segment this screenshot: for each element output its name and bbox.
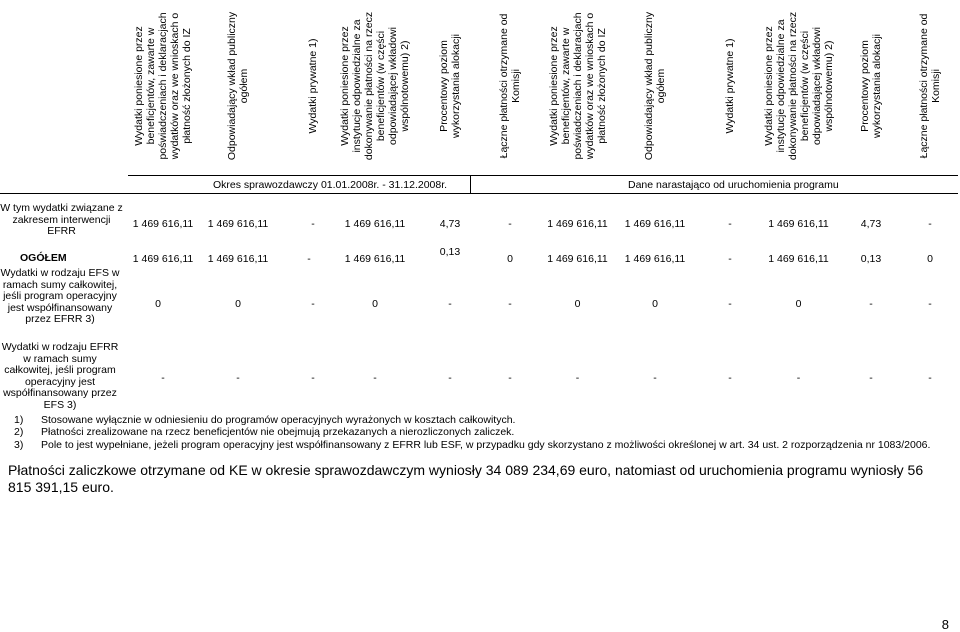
table-cell: - <box>373 372 377 384</box>
table-cell: - <box>796 372 801 384</box>
footnote-number: 3) <box>14 439 24 451</box>
col-header-1: Wydatki poniesione przez beneficjentów, zawarte w poświadczeniach i deklaracjach wydatków oraz we wnioskach o płatność złożonych do IZ <box>133 11 193 160</box>
table-cell: 1 469 616,11 <box>768 253 829 265</box>
table-cell: - <box>928 298 932 310</box>
table-cell: - <box>653 372 657 384</box>
table-cell: 0,13 <box>439 246 461 258</box>
table-cell: - <box>307 253 311 265</box>
table-cell: 0 <box>235 298 241 310</box>
table-cell: - <box>311 372 315 384</box>
table-cell: - <box>575 372 580 384</box>
table-cell: 0 <box>372 298 378 310</box>
col-header-9: Wydatki prywatne 1) <box>724 37 736 134</box>
footnote-number: 2) <box>14 426 24 438</box>
table-cell: 1 469 616,11 <box>207 218 269 230</box>
table-cell: 1 469 616,11 <box>624 218 686 230</box>
table-cell: 1 469 616,11 <box>547 253 608 265</box>
rule-table-top <box>0 193 958 194</box>
table-cell: - <box>928 218 932 230</box>
col-header-12: Łączne płatności otrzymane od Komisji <box>918 13 942 158</box>
table-cell: 0 <box>795 298 802 310</box>
page-number: 8 <box>941 617 949 632</box>
col-header-2: Odpowiadający wkład publiczny ogółem <box>226 11 250 160</box>
row-label-efrr-type: Wydatki w rodzaju EFRR w ramach sumy całkowitej, jeśli program operacyjny jest współfinansowany przez EFS 3) <box>1 341 119 411</box>
table-cell: 4,73 <box>860 218 882 230</box>
table-cell: - <box>869 372 873 384</box>
table-cell: - <box>161 372 165 384</box>
rule-top <box>128 175 958 176</box>
row-label-total: OGÓŁEM <box>20 252 67 264</box>
col-header-10: Wydatki poniesione przez instytucje odpowiedzialne za dokonywanie płatności na rzecz beneficjentów (w części odpowiadającej wkładowi wspólnotowemu) 2) <box>762 11 835 160</box>
footnote-1 <box>14 414 515 426</box>
footnote-text: Stosowane wyłącznie w odniesieniu do programów operacyjnych wyrażonych w kosztach całkowitych. <box>41 414 516 426</box>
footnote-text: Płatności zrealizowane na rzecz beneficjentów nie obejmują przekazanych a nierozliczonych zaliczek. <box>41 426 515 438</box>
col-header-11: Procentowy poziom wykorzystania alokacji <box>859 33 883 138</box>
row-label-efs-type: Wydatki w rodzaju EFS w ramach sumy całkowitej, jeśli program operacyjny jest współfinansowany przez EFRR 3) <box>0 267 120 325</box>
footnote-3 <box>14 439 930 451</box>
table-cell: - <box>448 298 452 310</box>
col-header-7: Wydatki poniesione przez beneficjentów, zawarte w poświadczeniach i deklaracjach wydatków oraz we wnioskach o płatność złożonych do IZ <box>547 11 608 160</box>
table-cell: 1 469 616,11 <box>624 253 686 265</box>
table-cell: - <box>508 372 512 384</box>
table-cell: - <box>728 218 732 230</box>
table-cell: 0 <box>507 253 513 265</box>
table-cell: 1 469 616,11 <box>768 218 829 230</box>
table-cell: 4,73 <box>439 218 461 230</box>
col-header-8: Odpowiadający wkład publiczny ogółem <box>643 11 667 160</box>
table-cell: - <box>869 298 873 310</box>
table-cell: - <box>508 298 512 310</box>
table-cell: 1 469 616,11 <box>132 218 194 230</box>
table-cell: 1 469 616,11 <box>344 253 406 265</box>
table-cell: - <box>311 218 315 230</box>
footnote-number: 1) <box>14 414 24 426</box>
col-header-3: Wydatki prywatne 1) <box>307 37 319 134</box>
table-cell: - <box>728 253 732 265</box>
table-cell: - <box>728 298 732 310</box>
table-cell: - <box>728 372 732 384</box>
col-header-5: Procentowy poziom wykorzystania alokacji <box>438 33 462 138</box>
period-reporting: Okres sprawozdawczy 01.01.2008r. - 31.12.2008r. <box>213 179 448 191</box>
table-cell: 0,13 <box>860 253 882 265</box>
footnote-2 <box>14 426 514 438</box>
table-cell: - <box>508 218 512 230</box>
table-cell: 0 <box>927 253 933 265</box>
table-cell: - <box>448 372 452 384</box>
table-cell: - <box>311 298 315 310</box>
footnote-text: Pole to jest wypełniane, jeżeli program operacyjny jest współfinansowany z EFRR lub ESF, w przypadku gdy skorzystano z możliwości określonej w art. 34 ust. 2 rozporządzenia nr 1083/2006. <box>41 439 931 451</box>
table-cell: 0 <box>155 298 161 310</box>
table-cell: 1 469 616,11 <box>344 218 406 230</box>
row-label-efrr-scope: W tym wydatki związane z zakresem interwencji EFRR <box>0 202 123 237</box>
col-header-6: Łączne płatności otrzymane od Komisji <box>498 13 522 158</box>
table-cell: 0 <box>574 298 581 310</box>
advance-payments-paragraph: Płatności zaliczkowe otrzymane od KE w okresie sprawozdawczym wyniosły 34 089 234,69 euro, natomiast od uruchomienia programu wyniosły 56 815 391,15 euro. <box>8 462 924 495</box>
period-cumulative: Dane narastająco od uruchomienia programu <box>628 179 839 191</box>
table-cell: 1 469 616,11 <box>132 253 194 265</box>
table-cell: - <box>236 372 240 384</box>
table-cell: 1 469 616,11 <box>547 218 608 230</box>
rule-period-divider <box>470 175 471 193</box>
table-cell: - <box>928 372 932 384</box>
table-cell: 1 469 616,11 <box>207 253 269 265</box>
col-header-4: Wydatki poniesione przez instytucje odpowiedzialne za dokonywanie płatności na rzecz beneficjentów (w części odpowiadającej wkładowi wspólnotowemu) 2) <box>339 11 411 160</box>
table-cell: 0 <box>652 298 658 310</box>
